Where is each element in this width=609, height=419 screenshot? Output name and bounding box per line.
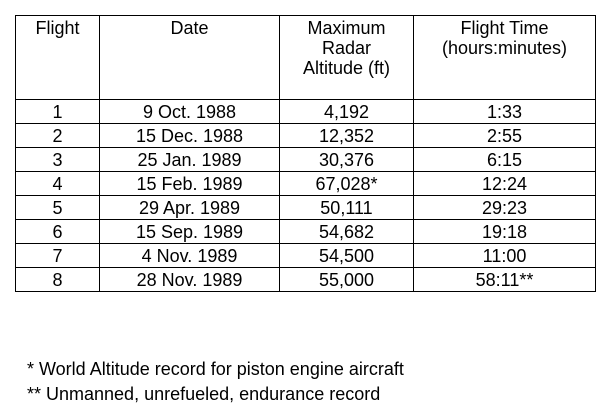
cell-date: 9 Oct. 1988 (100, 100, 280, 124)
header-flight-time-line: Flight Time (460, 18, 549, 38)
table-row (16, 124, 596, 148)
cell-flight-time: 2:55 (414, 124, 596, 148)
cell-date: 28 Nov. 1989 (100, 268, 280, 292)
cell-flight: 8 (16, 268, 100, 292)
table-row (16, 268, 596, 292)
cell-flight: 4 (16, 172, 100, 196)
header-flight-time-line: (hours:minutes) (441, 38, 568, 58)
table-header-row (16, 16, 596, 100)
cell-altitude: 54,682 (280, 220, 414, 244)
cell-altitude: 50,111 (280, 196, 414, 220)
header-altitude-line: Maximum (307, 18, 386, 38)
cell-flight-time: 1:33 (414, 100, 596, 124)
cell-flight: 7 (16, 244, 100, 268)
table-row (16, 244, 596, 268)
cell-altitude: 55,000 (280, 268, 414, 292)
cell-altitude: 54,500 (280, 244, 414, 268)
footnotes (27, 357, 404, 407)
cell-flight: 3 (16, 148, 100, 172)
table-row (16, 148, 596, 172)
table-row (16, 100, 596, 124)
table-row (16, 172, 596, 196)
cell-date: 15 Sep. 1989 (100, 220, 280, 244)
table-row (16, 220, 596, 244)
footnote-altitude-record: * World Altitude record for piston engine aircraft (27, 359, 404, 379)
table-row (16, 196, 596, 220)
footnote-endurance-record: ** Unmanned, unrefueled, endurance record (27, 384, 381, 404)
cell-flight-time: 12:24 (414, 172, 596, 196)
header-date (100, 16, 280, 100)
header-flight (16, 16, 100, 100)
cell-altitude: 12,352 (280, 124, 414, 148)
cell-flight: 6 (16, 220, 100, 244)
cell-date: 15 Dec. 1988 (100, 124, 280, 148)
cell-flight-time: 19:18 (414, 220, 596, 244)
header-altitude-line: Altitude (ft) (302, 58, 391, 78)
cell-altitude: 30,376 (280, 148, 414, 172)
cell-date: 29 Apr. 1989 (100, 196, 280, 220)
header-flight-label: Flight (35, 18, 80, 38)
cell-flight: 2 (16, 124, 100, 148)
header-flight-time (414, 16, 596, 100)
cell-altitude: 67,028* (280, 172, 414, 196)
cell-flight-time: 11:00 (414, 244, 596, 268)
header-date-label: Date (170, 18, 209, 38)
cell-flight-time: 6:15 (414, 148, 596, 172)
cell-date: 15 Feb. 1989 (100, 172, 280, 196)
cell-date: 25 Jan. 1989 (100, 148, 280, 172)
cell-flight-time: 29:23 (414, 196, 596, 220)
cell-date: 4 Nov. 1989 (100, 244, 280, 268)
flight-table (15, 15, 596, 292)
cell-flight-time: 58:11** (414, 268, 596, 292)
header-altitude-line: Radar (321, 38, 372, 58)
cell-altitude: 4,192 (280, 100, 414, 124)
header-altitude (280, 16, 414, 100)
cell-flight: 5 (16, 196, 100, 220)
cell-flight: 1 (16, 100, 100, 124)
